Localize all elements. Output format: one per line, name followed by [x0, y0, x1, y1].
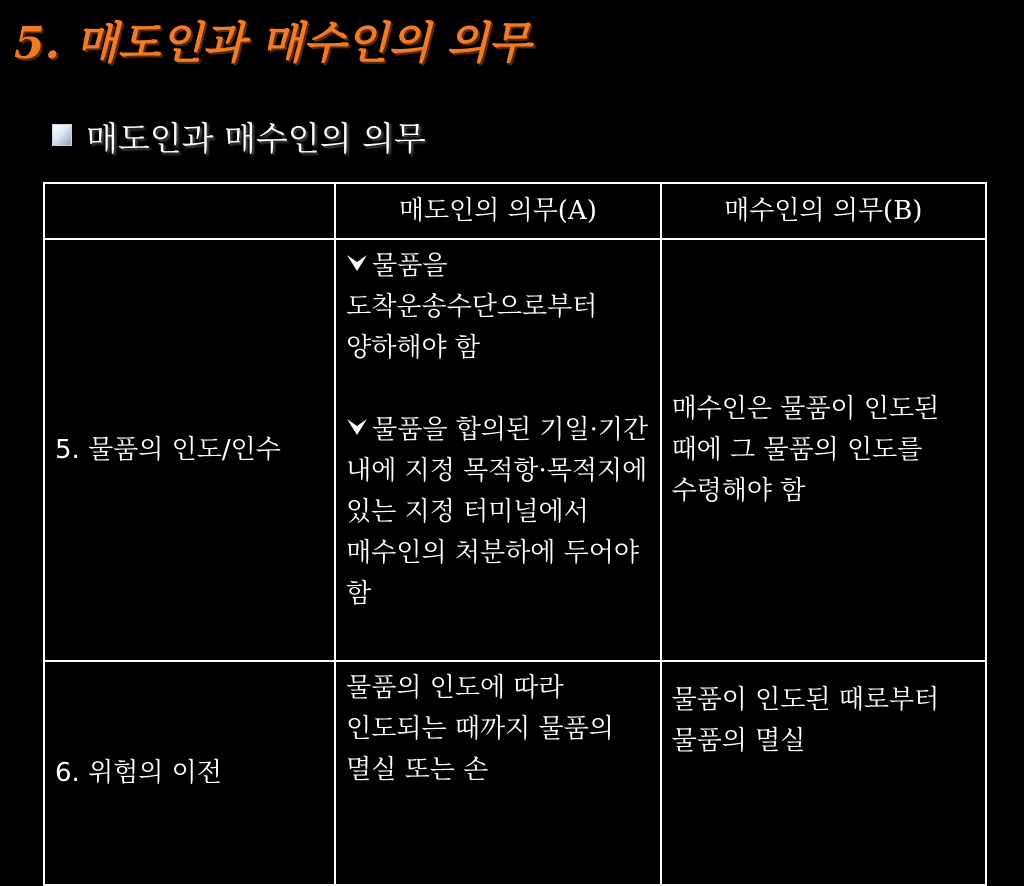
- arrowhead-check-icon: [346, 417, 368, 437]
- header-cell-item: [44, 183, 335, 239]
- seller-duty-text: 물품을 합의된 기일·기간 내에 지정 목적항·목적지에 있는 지정 터미널에서 매수인의 처분하에 두어야 함: [346, 415, 649, 609]
- seller-duty-text: 물품을 도착운송수단으로부터 양하해야 함: [346, 251, 598, 363]
- seller-duty-paragraph: [346, 410, 649, 615]
- row-item-cell: 6. 위험의 이전: [44, 661, 335, 885]
- bullet-row: [52, 114, 426, 164]
- bullet-heading: 매도인과 매수인의 의무: [86, 119, 426, 158]
- seller-duty-cell: [335, 239, 660, 661]
- header-cell-buyer: 매수인의 의무(B): [661, 183, 986, 239]
- table-row: [44, 239, 986, 661]
- header-cell-seller: 매도인의 의무(A): [335, 183, 660, 239]
- paragraph-gap: [346, 369, 649, 410]
- row-item-cell: 5. 물품의 인도/인수: [44, 239, 335, 661]
- seller-duty-cell: 물품의 인도에 따라 인도되는 때까지 물품의 멸실 또는 손: [335, 661, 660, 885]
- table-header-row: [44, 183, 986, 239]
- arrowhead-check-icon: [346, 253, 368, 273]
- duty-table: [43, 182, 987, 886]
- buyer-duty-cell: 매수인은 물품이 인도된 때에 그 물품의 인도를 수령해야 함: [661, 239, 986, 661]
- square-bullet-icon: [52, 124, 72, 146]
- table-row: [44, 661, 986, 885]
- seller-duty-paragraph: [346, 246, 649, 369]
- slide-title: 5. 매도인과 매수인의 의무: [14, 18, 531, 69]
- buyer-duty-cell: 물품이 인도된 때로부터 물품의 멸실: [661, 661, 986, 885]
